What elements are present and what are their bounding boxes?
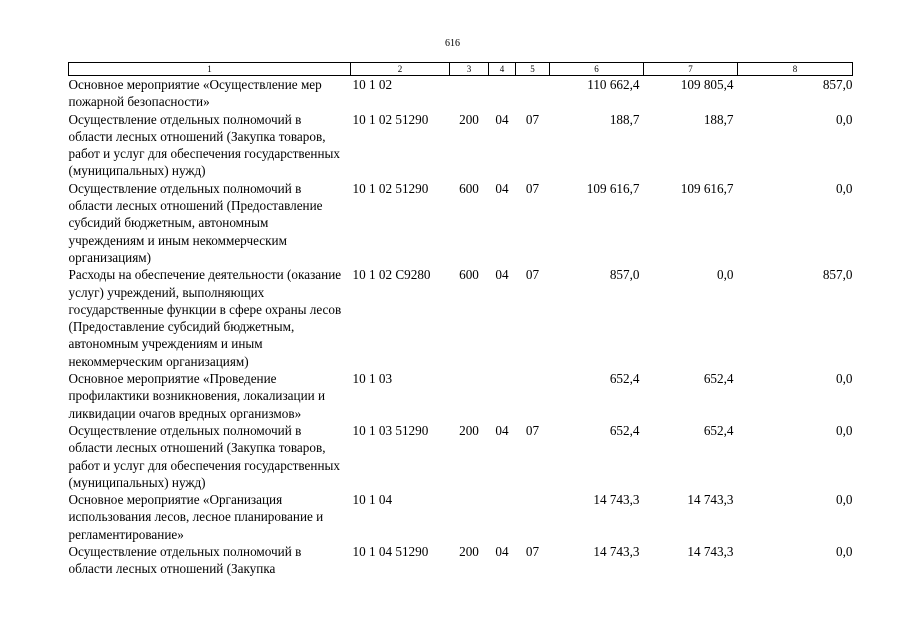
header-row xyxy=(69,63,853,76)
row-code: 10 1 03 xyxy=(352,371,393,387)
row-value-6: 109 616,7 xyxy=(586,180,640,196)
table-row xyxy=(69,370,853,422)
row-rz: 04 xyxy=(495,267,509,283)
row-name: Основное мероприятие «Организация использования лесов, лесное планирование и регламентирование» xyxy=(68,492,324,542)
row-value-6: 110 662,4 xyxy=(587,77,640,92)
row-value-7: 14 743,3 xyxy=(687,544,734,560)
header-col-2: 2 xyxy=(351,63,450,76)
row-value-7: 109 805,4 xyxy=(680,77,734,92)
row-value-8: 0,0 xyxy=(836,371,853,387)
table-row xyxy=(69,180,853,266)
row-rz: 04 xyxy=(495,111,509,127)
row-rz xyxy=(489,76,516,111)
row-name: Расходы на обеспечение деятельности (оказание услуг) учреждений, выполняющих государственные функции в сфере охраны лесов (Предоставление субсидий бюджетным, автономным учреждениям и иным некоммерческим организациям) xyxy=(68,267,342,369)
row-value-6: 188,7 xyxy=(609,111,640,127)
row-name: Основное мероприятие «Осуществление мер пожарной безопасности» xyxy=(68,77,322,110)
table-row xyxy=(69,76,853,111)
header-col-1: 1 xyxy=(69,63,351,76)
row-pr xyxy=(516,491,550,543)
row-code: 10 1 04 xyxy=(352,492,393,508)
row-vr: 600 xyxy=(459,180,479,196)
header-col-4: 4 xyxy=(489,63,516,76)
row-value-6: 14 743,3 xyxy=(593,544,640,560)
row-value-6: 857,0 xyxy=(609,267,640,283)
row-value-8: 857,0 xyxy=(822,77,853,92)
row-value-7: 652,4 xyxy=(703,422,734,438)
row-value-7: 0,0 xyxy=(717,267,734,283)
row-value-8: 857,0 xyxy=(822,267,853,283)
row-vr xyxy=(450,370,489,422)
row-value-8: 0,0 xyxy=(836,544,853,560)
row-value-7: 109 616,7 xyxy=(680,180,734,196)
row-code: 10 1 02 51290 xyxy=(352,180,429,196)
page-number: 616 xyxy=(445,38,460,49)
row-value-8: 0,0 xyxy=(836,422,853,438)
header-col-6: 6 xyxy=(550,63,644,76)
row-value-8: 0,0 xyxy=(836,111,853,127)
header-col-8: 8 xyxy=(738,63,853,76)
row-rz: 04 xyxy=(495,422,509,438)
row-rz xyxy=(489,491,516,543)
row-code: 10 1 02 51290 xyxy=(352,111,429,127)
table-row xyxy=(69,422,853,491)
row-vr: 600 xyxy=(459,267,479,283)
header-col-3: 3 xyxy=(450,63,489,76)
row-pr xyxy=(516,76,550,111)
header-col-7: 7 xyxy=(644,63,738,76)
row-name: Осуществление отдельных полномочий в области лесных отношений (Закупка xyxy=(68,544,302,577)
row-value-7: 14 743,3 xyxy=(687,492,734,508)
table-row xyxy=(69,111,853,180)
row-name: Основное мероприятие «Проведение профилактики возникновения, локализации и ликвидации очагов вредных организмов» xyxy=(68,371,326,421)
row-code: 10 1 04 51290 xyxy=(352,544,429,560)
table-row xyxy=(69,266,853,370)
row-name: Осуществление отдельных полномочий в области лесных отношений (Закупка товаров, работ и услуг для обеспечения государственных (муниципальных) нужд) xyxy=(68,111,340,179)
row-code: 10 1 02 С9280 xyxy=(352,267,431,283)
row-vr xyxy=(450,491,489,543)
table-row xyxy=(69,491,853,543)
table-header xyxy=(69,63,853,76)
row-pr: 07 xyxy=(525,422,540,438)
row-rz xyxy=(489,370,516,422)
row-code: 10 1 03 51290 xyxy=(352,422,429,438)
row-code: 10 1 02 xyxy=(352,77,393,92)
row-pr: 07 xyxy=(525,111,540,127)
row-value-8: 0,0 xyxy=(836,180,853,196)
row-value-7: 652,4 xyxy=(703,371,734,387)
row-pr: 07 xyxy=(525,544,540,560)
row-name: Осуществление отдельных полномочий в области лесных отношений (Предоставление субсидий бюджетным, автономным учреждениям и иным некоммерческим организациям) xyxy=(68,180,323,265)
row-pr: 07 xyxy=(525,180,540,196)
row-value-6: 652,4 xyxy=(609,422,640,438)
row-pr xyxy=(516,370,550,422)
budget-table xyxy=(68,62,853,578)
row-rz: 04 xyxy=(495,180,509,196)
table-row xyxy=(69,543,853,578)
row-value-8: 0,0 xyxy=(836,492,853,508)
row-vr xyxy=(450,76,489,111)
table-body xyxy=(69,76,853,578)
row-vr: 200 xyxy=(459,422,479,438)
row-rz: 04 xyxy=(495,544,509,560)
row-pr: 07 xyxy=(525,267,540,283)
row-value-6: 14 743,3 xyxy=(593,492,640,508)
row-value-7: 188,7 xyxy=(703,111,734,127)
row-vr: 200 xyxy=(459,111,479,127)
row-vr: 200 xyxy=(459,544,479,560)
row-value-6: 652,4 xyxy=(609,371,640,387)
row-name: Осуществление отдельных полномочий в области лесных отношений (Закупка товаров, работ и услуг для обеспечения государственных (муниципальных) нужд) xyxy=(68,422,340,490)
header-col-5: 5 xyxy=(516,63,550,76)
